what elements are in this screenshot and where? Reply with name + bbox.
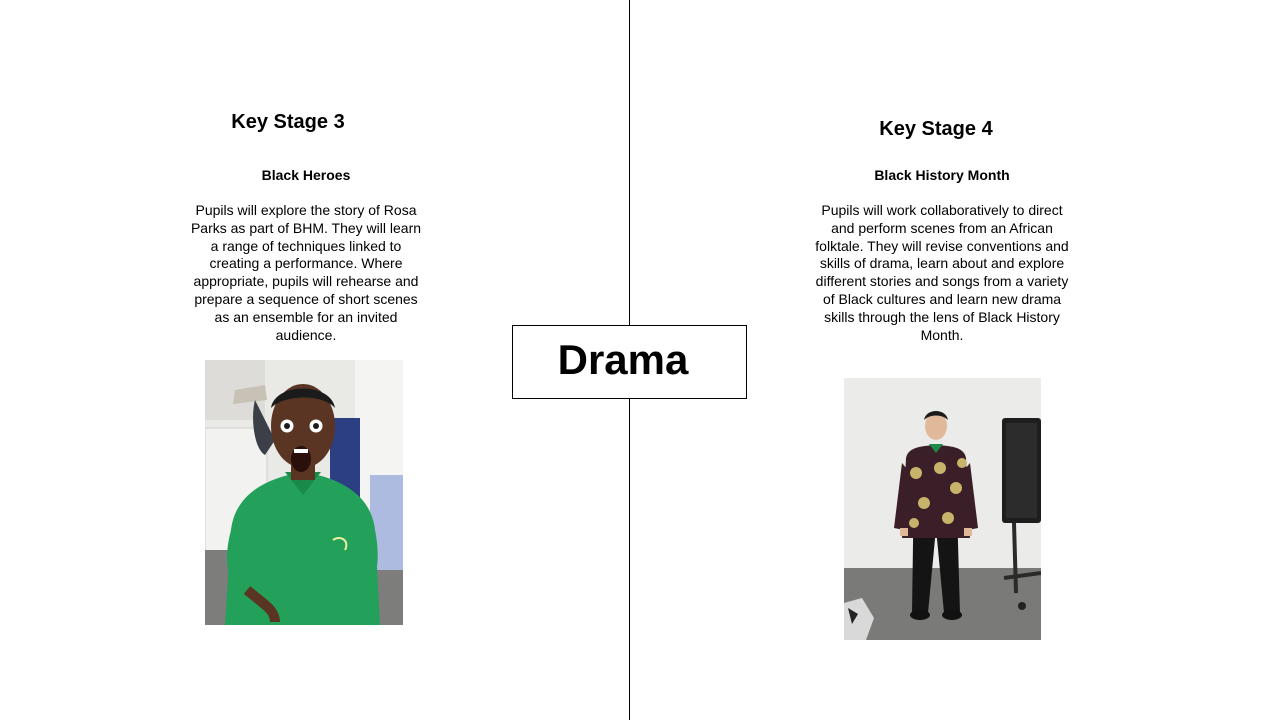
key-stage-3-description: Pupils will explore the story of Rosa Parks as part of BHM. They will learn a range of techniques linked to creating a performance. Where appropriate, pupils will rehearse and prepare a sequence of short scenes as an ensemble for an invited audience. <box>190 202 422 343</box>
key-stage-4-topic: Black History Month <box>874 167 1010 183</box>
drama-title: Drama <box>557 336 689 383</box>
key-stage-3-topic: Black Heroes <box>261 167 351 183</box>
drama-title-box <box>512 325 747 399</box>
key-stage-3-photo <box>205 360 403 625</box>
key-stage-3-heading: Key Stage 3 <box>231 111 345 133</box>
key-stage-4-description: Pupils will work collaboratively to direct and perform scenes from an African folktale. They will revise conventions and skills of drama, learn about and explore different stories and songs from a variety of Black cultures and learn new drama skills through the lens of Black History Month. <box>815 202 1069 343</box>
key-stage-4-photo <box>844 378 1041 640</box>
key-stage-4-heading: Key Stage 4 <box>879 118 993 140</box>
